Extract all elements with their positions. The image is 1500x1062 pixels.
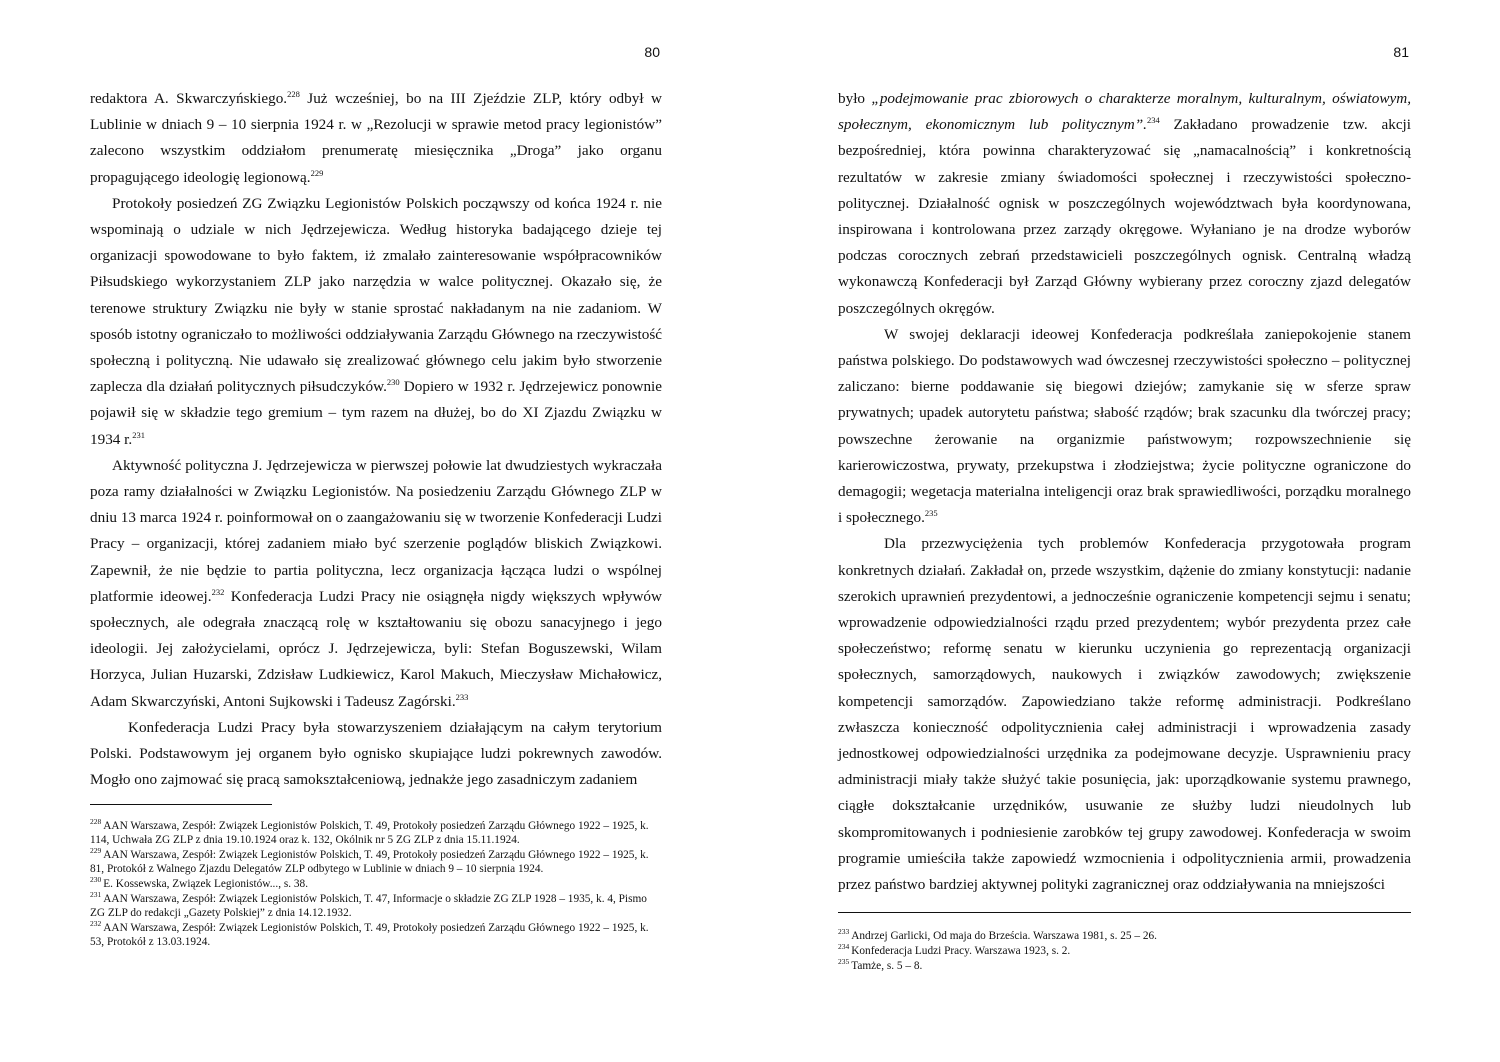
footnote-text: AAN Warszawa, Zespół: Związek Legionistów Polskich, T. 47, Informacje o składzie ZG ZLP 1928 – 1935, k. 4, Pismo ZG ZLP do redakcji „Gazety Polskiej” z dnia 14.12.1932. xyxy=(90,892,647,920)
footnote-marker: 231 xyxy=(132,429,145,440)
footnote xyxy=(90,819,662,848)
text-run: Konfederacja Ludzi Pracy była stowarzyszeniem działającym na całym terytorium Polski. Podstawowym jej organem było ognisko skupiające ludzi pokrewnych zawodów. Mogło ono zajmować się pracą samokształceniową, jednakże jego zasadniczym zadaniem xyxy=(90,718,662,789)
footnote xyxy=(90,921,662,950)
text-run: Konfederacja Ludzi Pracy nie osiągnęła nigdy większych wpływów społecznych, ale odegrała znaczącą rolę w kształtowaniu się obozu sanacyjnego i jego ideologii. Jej założycielami, oprócz J. Jędrzejewicza, byli: Stefan Boguszewski, Wilam Horzyca, Julian Huzarski, Zdzisław Ludkiewicz, Karol Makuch, Mieczysław Michałowicz, Adam Skwarczyński, Antoni Sujkowski i Tadeusz Zagórski. xyxy=(90,587,662,710)
footnote-number: 233 xyxy=(838,927,850,937)
footnotes xyxy=(90,819,662,950)
page-number: 81 xyxy=(1393,44,1409,60)
footnote-marker: 229 xyxy=(310,167,324,178)
footnote xyxy=(90,877,662,891)
page-number: 80 xyxy=(644,44,660,60)
footnote xyxy=(90,892,662,921)
footnote-separator xyxy=(838,912,1411,913)
footnote-number: 229 xyxy=(90,846,102,856)
footnote-number: 231 xyxy=(90,890,102,900)
footnote-text: AAN Warszawa, Zespół: Związek Legionistów Polskich, T. 49, Protokoły posiedzeń Zarządu Głównego 1922 – 1925, k. 114, Uchwała ZG ZLP z dnia 19.10.1924 oraz k. 132, Okólnik nr 5 ZG ZLP z dnia 15.11.1924. xyxy=(90,820,649,847)
text-run: było xyxy=(838,90,872,107)
footnote xyxy=(838,929,1411,943)
paragraph xyxy=(838,322,1411,532)
text-run: Aktywność polityczna J. Jędrzejewicza w pierwszej połowie lat dwudziestych wykraczała poza ramy działalności w Związku Legionistów. Na posiedzeniu Zarządu Głównego ZLP w dniu 13 marca 1924 r. poinformował on o zaangażowaniu się w tworzenie Konfederacji Ludzi Pracy – organizacji, której zadaniem miało być szerzenie poglądów bliskich Związkowi. Zapewnił, że nie będzie to partia polityczna, lecz organizacja łącząca ludzi o wspólnej platformie ideowej. xyxy=(90,456,662,605)
footnote-text: AAN Warszawa, Zespół: Związek Legionistów Polskich, T. 49, Protokoły posiedzeń Zarządu Głównego 1922 – 1925, k. 53, Protokół z 13.03.1924. xyxy=(90,922,649,949)
footnote-text: Konfederacja Ludzi Pracy. Warszawa 1923, s. 2. xyxy=(851,944,1071,957)
footnotes xyxy=(838,929,1411,973)
footnote-text: E. Kossewska, Związek Legionistów..., s. 38. xyxy=(103,878,309,891)
paragraph xyxy=(90,191,662,453)
quotation-italic: „podejmowanie prac zbiorowych o charakterze moralnym, kulturalnym, oświatowym, społecznym, ekonomicznym lub politycznym”. xyxy=(838,90,1411,134)
footnote-marker: 233 xyxy=(455,691,469,702)
footnote xyxy=(90,848,662,877)
footnote-text: AAN Warszawa, Zespół: Związek Legionistów Polskich, T. 49, Protokoły posiedzeń Zarządu Głównego 1922 – 1925, k. 81, Protokół z Walnego Zjazdu Delegatów ZLP odbytego w Lublinie w dniach 9 – 10 sierpnia 1924. xyxy=(90,849,649,876)
footnote-text: Andrzej Garlicki, Od maja do Brześcia. Warszawa 1981, s. 25 – 26. xyxy=(851,930,1157,942)
text-run: Dopiero w 1932 r. Jędrzejewicz ponownie pojawił się w składzie tego gremium – tym razem na dłużej, bo do XI Zjazdu Związku w 1934 r. xyxy=(90,378,663,448)
right-page xyxy=(838,0,1411,1062)
paragraph xyxy=(90,86,662,191)
footnote-number: 235 xyxy=(838,956,850,966)
text-run: redaktora A. Skwarczyńskiego. xyxy=(90,90,288,107)
footnote-text: Tamże, s. 5 – 8. xyxy=(851,959,923,972)
footnote-marker: 234 xyxy=(1146,115,1160,126)
footnote-number: 234 xyxy=(838,942,850,952)
left-page xyxy=(90,0,662,1062)
footnote-marker: 235 xyxy=(924,508,938,519)
footnote-number: 228 xyxy=(90,817,102,827)
paragraph xyxy=(90,715,662,794)
footnote xyxy=(838,956,1411,973)
footnote-number: 230 xyxy=(90,875,102,885)
text-run: Już wcześniej, bo na III Zjeździe ZLP, który odbył w Lublinie w dniach 9 – 10 sierpnia 1924 r. w „Rezolucji w sprawie metod pracy legionistów” zalecono wszystkim oddziałom prenumeratę miesięcznika „Droga” jako organu propagującego ideologię legionową. xyxy=(90,90,662,186)
text-run: Protokoły posiedzeń ZG Związku Legionistów Polskich począwszy od końca 1924 r. nie wspominają o udziale w nich Jędrzejewicza. Według historyka badającego dzieje tej organizacji spowodowane to było faktem, iż zmalało zainteresowanie współpracowników Piłsudskiego wykorzystaniem ZLP jako narzędzia w walce politycznej. Okazało się, że terenowe struktury Związku nie były w stanie sprostać nakładanym na nie zadaniom. W sposób istotny ograniczało to możliwości oddziaływania Zarządu Głównego na rzeczywistość społeczną i polityczną. Nie udawało się zrealizować głównego celu jakim było stworzenie zaplecza dla działań politycznych piłsudczyków. xyxy=(90,194,662,396)
paragraph xyxy=(838,531,1411,898)
footnote xyxy=(838,944,1411,958)
footnote-number: 232 xyxy=(90,919,102,929)
text-run: Zakładano prowadzenie tzw. akcji bezpośredniej, która powinna charakteryzować się „namacalnością” i konkretnością rezultatów w zakresie zmiany świadomości społecznej i rzeczywistości społeczno-politycznej. Działalność ognisk w poszczególnych województwach była koordynowana, inspirowana i kontrolowana przez zarządy okręgowe. Wyłaniano je na drodze wyborów podczas corocznych zebrań przedstawicieli poszczególnych ognisk. Centralną władzą wykonawczą Konfederacji był Zarząd Główny wybierany przez coroczny zjazd delegatów poszczególnych okręgów. xyxy=(838,116,1411,317)
body-text xyxy=(90,86,662,793)
paragraph xyxy=(838,86,1411,322)
footnote-marker: 232 xyxy=(211,586,225,597)
footnote-separator xyxy=(90,804,272,805)
footnote-marker: 228 xyxy=(287,88,300,99)
footnote-marker: 230 xyxy=(386,377,400,388)
body-text xyxy=(838,86,1411,898)
text-run: Dla przezwyciężenia tych problemów Konfederacja przygotowała program konkretnych działań. Zakładał on, przede wszystkim, dążenie do zmiany konstytucji: nadanie szerokich uprawnień prezydentowi, a jednocześnie ograniczenie kompetencji sejmu i senatu; wprowadzenie odpowiedzialności rządu przed prezydentem; wybór prezydenta przez całe społeczeństwo; reformę senatu w kierunku uczynienia go reprezentacją organizacji społecznych, samorządowych, naukowych i związków zawodowych; zwiększenie kompetencji samorządów. Zapowiedziano także reformę administracji. Podkreślano zwłaszcza konieczność odpolitycznienia całej administracji i wprowadzenia zasady jednostkowej odpowiedzialności urzędnika za podejmowane decyzje. Usprawnieniu pracy administracji miały także służyć takie posunięcia, jak: uporządkowanie systemu prawnego, ciągłe dokształcanie urzędników, usuwanie ze służby ludzi nieudolnych lub skompromitowanych i podniesienie zarobków tej grupy zawodowej. Konfederacja w swoim programie umieściła także zapowiedź wzmocnienia i odpolitycznienia armii, prowadzenia przez państwo bardziej aktywnej polityki zagranicznej oraz oddziaływania na mniejszości xyxy=(838,535,1411,894)
text-run: W swojej deklaracji ideowej Konfederacja podkreślała zaniepokojenie stanem państwa polskiego. Do podstawowych wad ówczesnej rzeczywistości społeczno – politycznej zaliczano: bierne poddawanie się biegowi dziejów; zamykanie się w sferze spraw prywatnych; upadek autorytetu państwa; słabość rządów; brak szacunku dla twórczej pracy; powszechne żerowanie na organizmie państwowym; rozpowszechnienie się karierowiczostwa, prywaty, przekupstwa i złodziejstwa; życie polityczne ograniczone do demagogii; wegetacja materialna inteligencji oraz brak sprawiedliwości, porządku moralnego i społecznego. xyxy=(838,325,1411,527)
paragraph xyxy=(90,453,662,715)
